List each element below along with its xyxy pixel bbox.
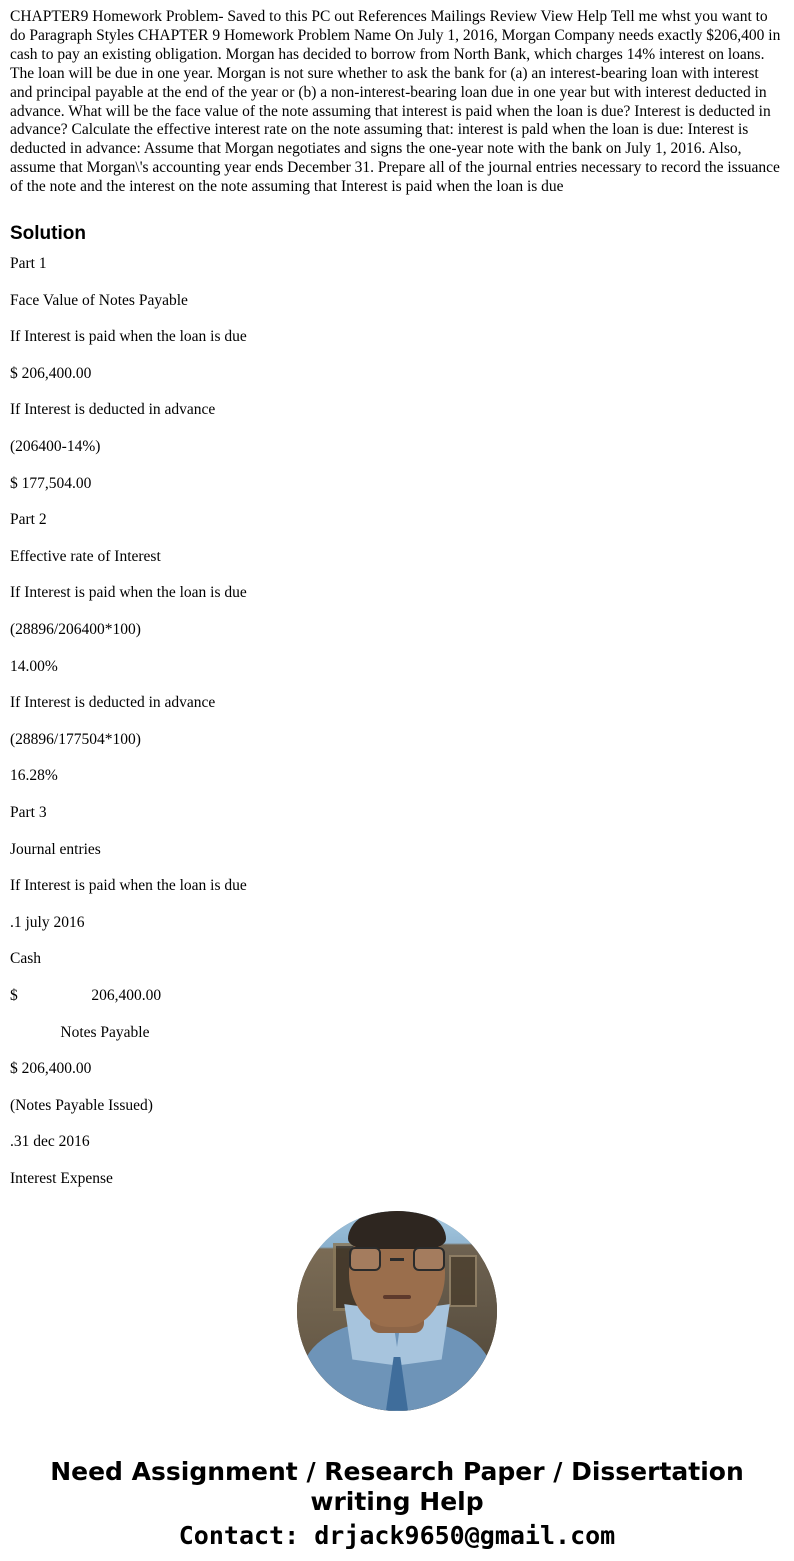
solution-line: Part 1 — [10, 255, 47, 273]
solution-line: Part 3 — [10, 803, 47, 821]
solution-line: $ 206,400.00 — [10, 364, 92, 382]
footer-headline-line1: Need Assignment / Research Paper / Dissertation — [50, 1456, 744, 1486]
solution-line: .1 july 2016 — [10, 913, 85, 931]
portrait-glasses-right — [413, 1247, 445, 1271]
footer-contact: Contact: drjack9650@gmail.com — [178, 1520, 616, 1550]
solution-line: Effective rate of Interest — [10, 547, 161, 565]
solution-line: If Interest is deducted in advance — [10, 694, 216, 712]
solution-line: If Interest is paid when the loan is due — [10, 584, 247, 602]
solution-line: (28896/206400*100) — [10, 621, 141, 638]
solution-line: Face Value of Notes Payable — [10, 291, 188, 309]
solution-line: 14.00% — [10, 657, 58, 675]
solution-line: Interest Expense — [10, 1169, 113, 1187]
solution-line: (206400-14%) — [10, 438, 101, 456]
solution-line: If Interest is deducted in advance — [10, 401, 216, 419]
solution-line: If Interest is paid when the loan is due — [10, 877, 247, 895]
solution-line: 16.28% — [10, 767, 58, 785]
solution-line: $ 177,504.00 — [10, 474, 92, 492]
solution-heading: Solution — [10, 223, 86, 245]
author-portrait — [297, 1211, 497, 1411]
solution-line: .31 dec 2016 — [10, 1133, 90, 1151]
portrait-glasses-bridge — [390, 1258, 404, 1261]
portrait-hair — [348, 1211, 446, 1249]
footer-headline-line2: writing Help — [310, 1486, 484, 1516]
portrait-mouth — [383, 1295, 411, 1299]
portrait-container — [10, 1211, 784, 1411]
question-paragraph: CHAPTER9 Homework Problem- Saved to this PC out References Mailings Review View Help Tell me whst you want to do Paragraph Styles CHAPTER 9 Homework Problem Name On July 1, 2016, Morgan Company needs exactly $206,400 in cash to pay an existing obligation. Morgan has decided to borrow from North Bank, which charges 14% interest on loans. The loan will be due in one year. Morgan is not sure whether to ask the bank for (a) an interest-bearing loan with interest and principal payable at the end of the year or (b) a non-interest-bearing loan due in one year but with interest deducted in advance. What will be the face value of the note assuming that interest is paid when the loan is due? Interest is deducted in advance? Calculate the effective interest rate on the note assuming that: interest is pald when the loan is due: Interest is deducted in advance: Assume that Morgan negotiates and signs the one-year note with the bank on July 1, 2016. Also, assume that Morgan\'s accounting year ends December 31. Prepare all of the journal entries necessary to record the issuance of the note and the interest on the note assuming that Interest is paid when the loan is due — [10, 8, 781, 196]
portrait-picture-frame-2 — [449, 1255, 477, 1307]
solution-lines — [10, 255, 784, 1188]
solution-line: $ 206,400.00 — [10, 1060, 92, 1078]
solution-line: If Interest is paid when the loan is due — [10, 328, 247, 346]
solution-line: (Notes Payable Issued) — [10, 1096, 153, 1114]
solution-line: Journal entries — [10, 840, 101, 858]
solution-line: (28896/177504*100) — [10, 730, 141, 748]
solution-line: Notes Payable — [10, 1023, 150, 1041]
footer-promo — [10, 1457, 784, 1561]
solution-line: Part 2 — [10, 511, 47, 529]
solution-line: Cash — [10, 950, 41, 968]
portrait-glasses-left — [349, 1247, 381, 1271]
solution-line: $ 206,400.00 — [10, 986, 162, 1004]
